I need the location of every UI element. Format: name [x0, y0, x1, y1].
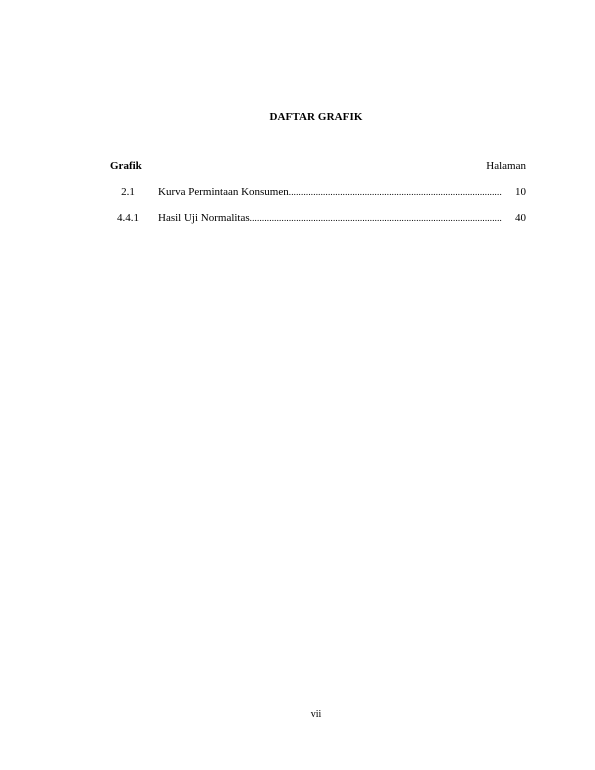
dot-leader — [289, 185, 502, 199]
page-title: DAFTAR GRAFIK — [269, 111, 363, 123]
halaman-column-header: Halaman — [486, 160, 526, 172]
footer-page-number: vii — [310, 709, 322, 720]
figure-number: 4.4.1 — [117, 212, 139, 224]
figure-page-number: 40 — [515, 212, 526, 224]
list-of-figures — [110, 185, 526, 237]
figure-title: Kurva Permintaan Konsumen — [158, 186, 289, 198]
figure-title: Hasil Uji Normalitas — [158, 212, 250, 224]
figure-entry — [158, 211, 502, 225]
list-header — [110, 160, 526, 174]
figure-number: 2.1 — [121, 186, 135, 198]
figure-entry — [158, 185, 502, 199]
list-item — [110, 185, 526, 199]
grafik-column-header: Grafik — [110, 160, 142, 172]
figure-page-number: 10 — [515, 186, 526, 198]
list-item — [110, 211, 526, 225]
dot-leader — [250, 211, 502, 225]
